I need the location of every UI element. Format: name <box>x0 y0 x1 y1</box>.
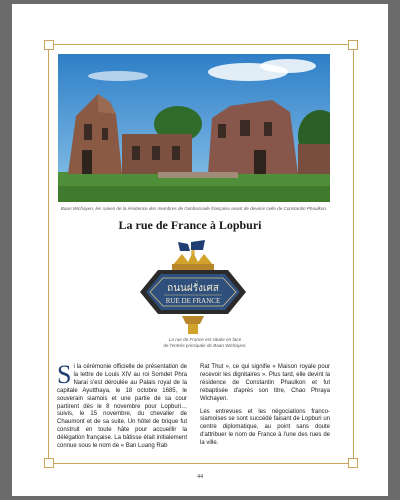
frame-corner-ornament <box>348 40 358 50</box>
sign-caption-line: La rue de France est située en face <box>168 337 242 342</box>
page-title: La rue de France à Lopburi <box>118 218 262 232</box>
sign-caption-line: de l'entrée principale de Baan Wichayen. <box>163 343 247 348</box>
flag-icon <box>178 242 190 251</box>
drop-cap: S <box>57 360 72 389</box>
body-text: i la cérémonie officielle de présentation de la lettre de Louis XIV au roi Somdet Phra Narai s'est déroulée au Palais royal de la capitale Ayutthaya, le 18 octobre 1685, le souverain siamois et une partie de sa cour partirent dès le 8 novembre pour Lopburi… suivis, le 15 novembre, du chevalier de Chaumont et de sa suite. Un hôtel de brique fut construit en toute hâte pour accueillir la délégation française. La bâtisse était initialement connue sous le nom de « Ban Luang Rab <box>57 364 187 450</box>
frame-corner-ornament <box>44 40 54 50</box>
sign-caption <box>150 337 260 349</box>
body-paragraph <box>57 360 187 451</box>
photo-caption: Baan Wichayen, les ruines de la résidence des membres de l'ambassade française avant de devenir celle de Constantin Phaulkon. <box>60 206 328 211</box>
text-column-right <box>200 364 330 453</box>
frame-corner-ornament <box>348 458 358 468</box>
ruins-photo <box>58 54 330 202</box>
frame-corner-ornament <box>44 458 54 468</box>
body-paragraph: Les entrevues et les négociations franco-siamoises se sont succédé faisant de Lopburi un centre diplomatique, au point sans doute d'attribuer le nom de France à l'une des rues de la ville. <box>200 408 330 447</box>
flag-icon <box>191 240 205 250</box>
sign-thai-text: ถนนฝรั่งเศส <box>167 283 219 294</box>
sign-french-text: RUE DE FRANCE <box>165 297 221 305</box>
page-number: 44 <box>197 474 203 480</box>
street-sign-image <box>130 236 256 340</box>
body-paragraph: Rat Thut », ce qui signifie « Maison royale pour recevoir les dignitaires ». Plus tard, elle devint la résidence de Constantin Phaulkon et fut rebaptisée d'après son titre, Chao Phraya Wichayen. <box>200 364 330 402</box>
text-column-left <box>57 360 187 456</box>
